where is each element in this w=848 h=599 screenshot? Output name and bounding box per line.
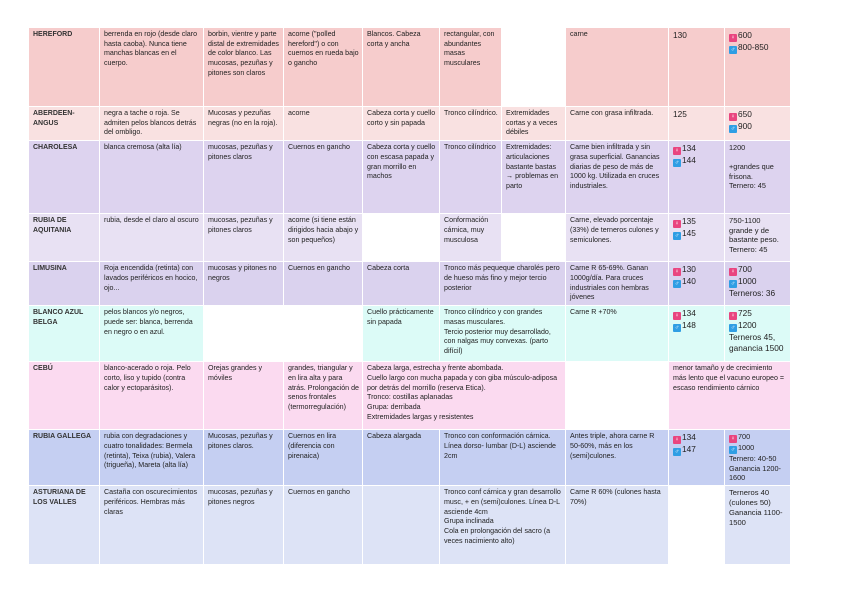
table-row [29,262,791,306]
aptitude-cell: Carne bien infiltrada y sin grasa superficial. Ganancias diarias de peso de más de 1000 kg. Utilizada en cruces industriales. [566,141,669,214]
horns-cell [284,306,363,362]
height-value: 145 [682,228,696,239]
breed-name: ASTURIANA DE LOS VALLES [29,486,100,565]
markings-cell: mucosas, pezuñas y pitones claros [204,141,284,214]
weight-cell [725,262,791,306]
head-cell: Cabeza corta [363,262,440,306]
weight-cell: menor tamaño y de crecimiento más lento que el vacuno europeo = escaso rendimiento cárnico [669,362,791,430]
limbs-cell [502,28,566,107]
weight-cell: Terneros 40 (culones 50) Ganancia 1100-1500 [725,486,791,565]
male-symbol-icon: ♂ [674,281,680,288]
head-cell: Cuello prácticamente sin papada [363,306,440,362]
trunk-cell: Tronco conf cárnica y gran desarrollo musc, + en (semi)culones. Línea D-L asciende 4cm Grupa inclinada Cola en prolongación del sacro (a veces nacimiento alto) [440,486,566,565]
height-cell: 125 [669,107,725,141]
head-cell: Cabeza corta y cuello con escasa papada y gran morrillo en machos [363,141,440,214]
coat-color-cell: pelos blancos y/o negros, puede ser: blanca, berrenda en negro o en azul. [100,306,204,362]
markings-cell: mucosas y pitones no negros [204,262,284,306]
weight-note: Terneros 45, ganancia 1500 [729,332,784,353]
markings-cell: Mucosas y pezuñas negras (no en la roja). [204,107,284,141]
table-row [29,141,791,214]
coat-color-cell: rubia, desde el claro al oscuro [100,214,204,262]
limbs-cell: Extremidades cortas y a veces débiles [502,107,566,141]
female-symbol-icon: ♀ [674,221,680,228]
trunk-cell: Tronco con conformación cárnica. Línea dorso- lumbar (D-L) asciende 2cm [440,430,566,486]
head-cell: Cabeza corta y cuello corto y sin papada [363,107,440,141]
trunk-cell: Tronco cilíndrico. [440,107,502,141]
weight-cell [725,430,791,486]
horns-cell: Cuernos en gancho [284,141,363,214]
table-row [29,430,791,486]
height-cell [669,430,725,486]
horns-cell: grandes, triangular y en lira alta y para atrás. Prolongación de senos frontales (termorregulación) [284,362,363,430]
male-symbol-icon: ♂ [730,281,736,288]
breed-name: CEBÚ [29,362,100,430]
weight-value: 800-850 [738,42,769,52]
height-value: 147 [682,444,696,455]
female-symbol-icon: ♀ [730,313,736,320]
coat-color-cell: blanco-acerado o roja. Pelo corto, liso y tupido (contra calor y ectoparásitos). [100,362,204,430]
table-row [29,28,791,107]
height-cell [669,214,725,262]
breed-name: CHAROLESA [29,141,100,214]
aptitude-cell: carne [566,28,669,107]
head-cell [363,486,440,565]
height-cell [669,306,725,362]
weight-value: 700 [738,432,751,442]
table-row [29,486,791,565]
coat-color-cell: berrenda en rojo (desde claro hasta caoba). Nunca tiene manchas blancas en el cuerpo. [100,28,204,107]
height-value: 134 [682,143,696,154]
height-value: 144 [682,155,696,166]
markings-cell [204,306,284,362]
height-cell [669,262,725,306]
weight-cell: 1200 +grandes que frisona. Ternero: 45 [725,141,791,214]
weight-value: 1200 [738,320,757,331]
weight-cell [725,107,791,141]
coat-color-cell: negra a tache o roja. Se admiten pelos blancos detrás del ombligo. [100,107,204,141]
trunk-cell: Tronco cilíndrico y con grandes masas musculares. Tercio posterior muy desarrollado, con nalgas muy convexas. (parto difícil) [440,306,566,362]
horns-cell: acorne [284,107,363,141]
height-value: 140 [682,276,696,287]
trunk-cell: Conformación cárnica, muy musculosa [440,214,502,262]
morphology-cell: Cabeza larga, estrecha y frente abombada. Cuello largo con mucha papada y con giba músculo-adiposa por detrás del morrillo (reserva Etica). Tronco: costillas aplanadas Grupa: derribada Extremidades largas y resistentes [363,362,566,430]
horns-cell: Cuernos en gancho [284,262,363,306]
cattle-breeds-table [28,27,791,565]
aptitude-cell: Carne R +70% [566,306,669,362]
aptitude-cell: Carne con grasa infiltrada. [566,107,669,141]
table-row [29,214,791,262]
head-cell [363,214,440,262]
trunk-cell: Tronco más pequeque charolés pero de hueso más fino y mejor tercio posterior [440,262,566,306]
female-symbol-icon: ♀ [674,437,680,444]
breed-name: BLANCO AZUL BELGA [29,306,100,362]
head-cell: Blancos. Cabeza corta y ancha [363,28,440,107]
coat-color-cell: Castaña con oscurecimientos periféricos. Hembras más claras [100,486,204,565]
weight-cell: 750-1100 grande y de bastante peso. Ternero: 45 [725,214,791,262]
aptitude-cell: Carne R 60% (culones hasta 70%) [566,486,669,565]
weight-value: 600 [738,30,752,40]
weight-cell [725,28,791,107]
male-symbol-icon: ♂ [674,449,680,456]
male-symbol-icon: ♂ [730,126,736,132]
height-value: 135 [682,216,696,227]
height-value: 148 [682,320,696,331]
trunk-cell: rectangular, con abundantes masas musculares [440,28,502,107]
female-symbol-icon: ♀ [730,35,736,41]
female-symbol-icon: ♀ [674,148,680,155]
breed-name: LIMUSINA [29,262,100,306]
trunk-cell: Tronco cilíndrico [440,141,502,214]
weight-cell [725,306,791,362]
horns-cell: Cuernos en gancho [284,486,363,565]
breed-name: RUBIA DE AQUITANIA [29,214,100,262]
markings-cell: borbin, vientre y parte distal de extremidades de color blanco. Las mucosas, pezuñas y pitones son claros [204,28,284,107]
weight-value: 1000 [738,276,757,287]
height-value: 134 [682,308,696,319]
height-cell [669,141,725,214]
female-symbol-icon: ♀ [674,313,680,320]
height-cell: 130 [669,28,725,107]
aptitude-cell: Carne, elevado porcentaje (33%) de terneros culones y semiculones. [566,214,669,262]
male-symbol-icon: ♂ [674,233,680,240]
markings-cell: Orejas grandes y móviles [204,362,284,430]
limbs-cell: Extremidades: articulaciones bastante bastas → problemas en parto [502,141,566,214]
coat-color-cell: Roja encendida (retinta) con lavados periféricos en hocico, ojo... [100,262,204,306]
male-symbol-icon: ♂ [730,447,736,454]
breed-name: RUBIA GALLEGA [29,430,100,486]
male-symbol-icon: ♂ [674,325,680,332]
female-symbol-icon: ♀ [730,114,736,120]
breed-name: HEREFORD [29,28,100,107]
weight-value: 900 [738,121,752,131]
horns-cell: acorne ("polled hereford") o con cuernos en rueda bajo o gancho [284,28,363,107]
female-symbol-icon: ♀ [730,436,736,443]
weight-value: 1000 [738,443,755,453]
weight-note: Terneros: 36 [729,288,776,299]
markings-cell: mucosas, pezuñas y pitones claros [204,214,284,262]
coat-color-cell: rubia con degradaciones y cuatro tonalidades: Bermela (retinta), Teixa (rubia), Valera (trigueña), Mareta (alta lía) [100,430,204,486]
male-symbol-icon: ♂ [730,325,736,332]
coat-color-cell: blanca cremosa (alta lía) [100,141,204,214]
breed-name: ABERDEEN-ANGUS [29,107,100,141]
male-symbol-icon: ♂ [674,160,680,167]
height-value: 134 [682,432,696,443]
markings-cell: Mucosas, pezuñas y pitones claros. [204,430,284,486]
female-symbol-icon: ♀ [674,269,680,276]
height-cell [669,486,725,565]
table-row [29,362,791,430]
markings-cell: mucosas, pezuñas y pitones negros [204,486,284,565]
horns-cell: Cuernos en lira (diferencia con pirenaica) [284,430,363,486]
aptitude-cell: Antes triple, ahora carne R 50-60%, más en los (semi)culones. [566,430,669,486]
weight-value: 650 [738,109,752,119]
weight-note: Ternero: 40-50 Ganancia 1200-1600 [729,454,781,483]
aptitude-cell [566,362,669,430]
table-row [29,306,791,362]
weight-value: 700 [738,264,752,275]
female-symbol-icon: ♀ [730,269,736,276]
head-cell: Cabeza alargada [363,430,440,486]
aptitude-cell: Carne R 65-69%. Ganan 1000g/día. Para cruces industriales con hembras jóvenes [566,262,669,306]
horns-cell: acorne (si tiene están dirigidos hacia abajo y son pequeños) [284,214,363,262]
limbs-cell [502,214,566,262]
male-symbol-icon: ♂ [730,47,736,53]
table-row [29,107,791,141]
height-value: 130 [682,264,696,275]
weight-value: 725 [738,308,752,319]
